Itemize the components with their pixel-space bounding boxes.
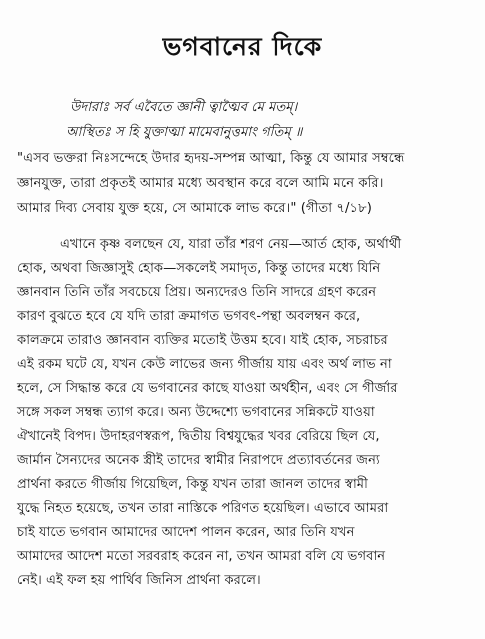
purport-line: জার্মান সৈন্যদের অনেক স্ত্রীই তাদের স্বামীর নিরাপদে প্রত্যাবর্তনের জন্য	[17, 453, 380, 468]
verse-line-1: উদারাঃ সর্ব এবৈতে জ্ঞানী ত্বাত্মৈব মে মতম্।	[70, 100, 298, 115]
purport-line: সঙ্গে সকল সম্বন্ধ ত্যাগ করে। অন্য উদ্দেশ্যে ভগবানের সন্নিকটে যাওয়া	[17, 405, 375, 420]
purport-line: জ্ঞানবান তিনি তাঁর সবচেয়ে প্রিয়। অন্যদেরও তিনি সাদরে গ্রহণ করেন	[17, 285, 377, 300]
purport-line: যুদ্ধে নিহত হয়েছে, তখন তারা নাস্তিকে পরিণত হয়েছিল। এভাবে আমরা	[17, 501, 389, 516]
purport-line: হোক, অথবা জিজ্ঞাসুই হোক—সকলেই সমাদৃত, কিন্তু তাদের মধ্যে যিনি	[17, 261, 381, 276]
translation-line-1: "এসব ভক্তরা নিঃসন্দেহে উদার হৃদয়-সম্পন্ন আত্মা, কিন্তু যে আমার সম্বন্ধে	[17, 151, 405, 166]
purport-line: চাই যাতে ভগবান আমাদের আদেশ পালন করেন, আর তিনি যখন	[17, 525, 355, 540]
purport-line: কারণ বুঝতে হবে যে যদি তারা ক্রমাগত ভগবৎ-পন্থা অবলম্বন করে,	[17, 309, 361, 324]
purport-line: নেই। এই ফল হয় পার্থিব জিনিস প্রার্থনা করলে।	[17, 573, 261, 588]
verse-line-2: আস্থিতঃ স হি যুক্তাত্মা মামেবানুত্তমাং গতিম্ ॥	[66, 125, 303, 140]
purport-line: প্রার্থনা করতে গীর্জায় গিয়েছিল, কিন্তু যখন তারা জানল তাদের স্বামী	[17, 477, 368, 492]
purport-line: কালক্রমে তারাও জ্ঞানবান ব্যক্তির মতোই উত্তম হবে। যাই হোক, সচরাচর	[17, 333, 388, 348]
purport-line: এই রকম ঘটে যে, যখন কেউ লাভের জন্য গীর্জায় যায় এবং অর্থ লাভ না	[17, 357, 392, 372]
purport-line: আমাদের আদেশ মতো সরবরাহ করেন না, তখন আমরা বলি যে ভগবান	[17, 549, 386, 564]
page-title: ভগবানের দিকে	[162, 32, 323, 61]
purport-line: এখানে কৃষ্ণ বলছেন যে, যারা তাঁর শরণ নেয়—আর্ত হোক, অর্থার্থী	[60, 237, 402, 252]
translation-line-3: আমার দিব্য সেবায় যুক্ত হয়ে, সে আমাকে লাভ করে।" (গীতা ৭/১৮)	[17, 201, 372, 216]
purport-line: হলে, সে সিদ্ধান্ত করে যে ভগবানের কাছে যাওয়া অর্থহীন, এবং সে গীর্জার	[17, 381, 398, 396]
translation-line-2: জ্ঞানযুক্ত, তারা প্রকৃতই আমার মধ্যে অবস্থান করে বলে আমি মনে করি।	[17, 176, 384, 191]
purport-line: ঐখানেই বিপদ। উদাহরণস্বরূপ, দ্বিতীয় বিশ্বযুদ্ধের খবর বেরিয়ে ছিল যে,	[17, 429, 380, 444]
